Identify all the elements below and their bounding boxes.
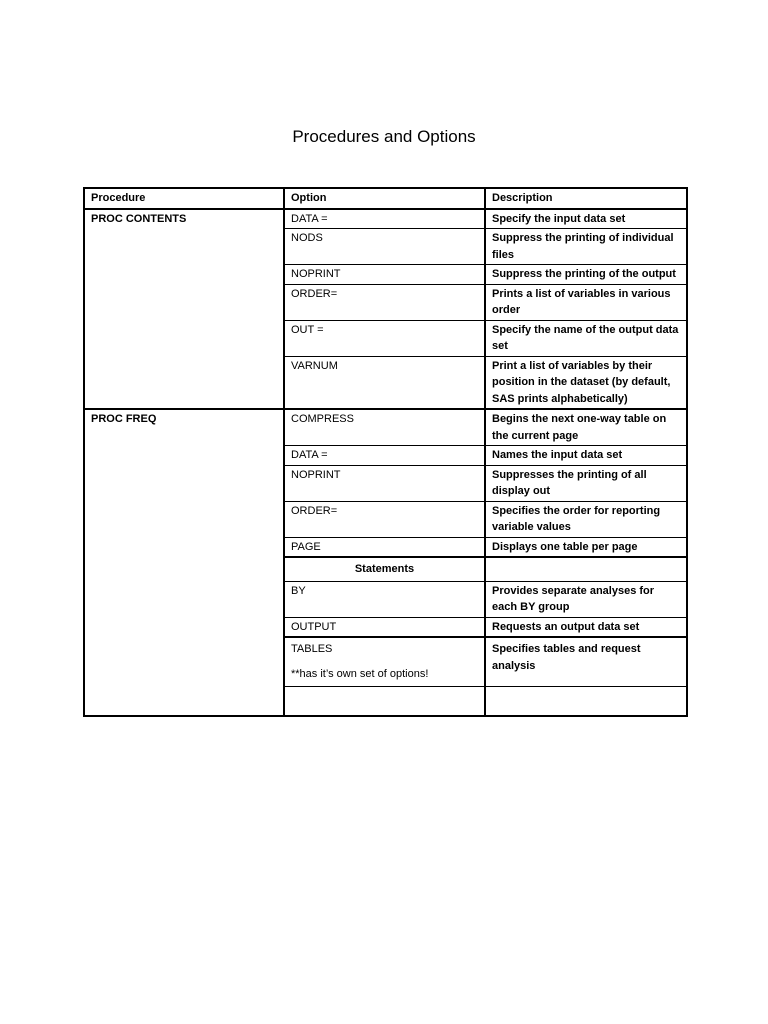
option-cell [284,637,485,687]
description-cell: Suppress the printing of the output [485,265,687,285]
description-cell: Specifies tables and request analysis [485,637,687,687]
description-cell: Specifies the order for reporting variable values [485,501,687,537]
description-cell: Prints a list of variables in various order [485,284,687,320]
option-cell: PAGE [284,537,485,557]
procedure-proc-freq: PROC FREQ [84,409,284,716]
option-cell: DATA = [284,446,485,466]
description-cell: Specify the name of the output data set [485,320,687,356]
option-cell: NOPRINT [284,465,485,501]
option-cell: VARNUM [284,356,485,409]
table-row [84,209,687,229]
description-cell: Suppress the printing of individual files [485,229,687,265]
description-cell: Displays one table per page [485,537,687,557]
empty-cell [485,557,687,581]
description-cell: Print a list of variables by their position in the dataset (by default, SAS prints alphabetically) [485,356,687,409]
description-cell: Begins the next one-way table on the current page [485,409,687,446]
description-cell: Requests an output data set [485,617,687,637]
description-cell: Provides separate analyses for each BY group [485,581,687,617]
header-procedure: Procedure [84,188,284,209]
table-header-row [84,188,687,209]
option-cell: ORDER= [284,501,485,537]
option-cell: DATA = [284,209,485,229]
table-row [84,409,687,446]
header-description: Description [485,188,687,209]
option-cell: COMPRESS [284,409,485,446]
option-note: **has it’s own set of options! [291,667,429,680]
document-title: Procedures and Options [292,127,476,146]
option-name: TABLES [291,643,333,655]
statements-heading: Statements [284,557,485,581]
option-cell: BY [284,581,485,617]
description-cell: Names the input data set [485,446,687,466]
description-cell: Specify the input data set [485,209,687,229]
option-cell: OUTPUT [284,617,485,637]
option-cell: NOPRINT [284,265,485,285]
empty-cell [284,687,485,717]
description-cell: Suppresses the printing of all display out [485,465,687,501]
empty-cell [485,687,687,717]
header-option: Option [284,188,485,209]
option-cell: OUT = [284,320,485,356]
option-cell: NODS [284,229,485,265]
option-cell: ORDER= [284,284,485,320]
procedures-table [83,187,688,717]
procedure-proc-contents: PROC CONTENTS [84,209,284,410]
